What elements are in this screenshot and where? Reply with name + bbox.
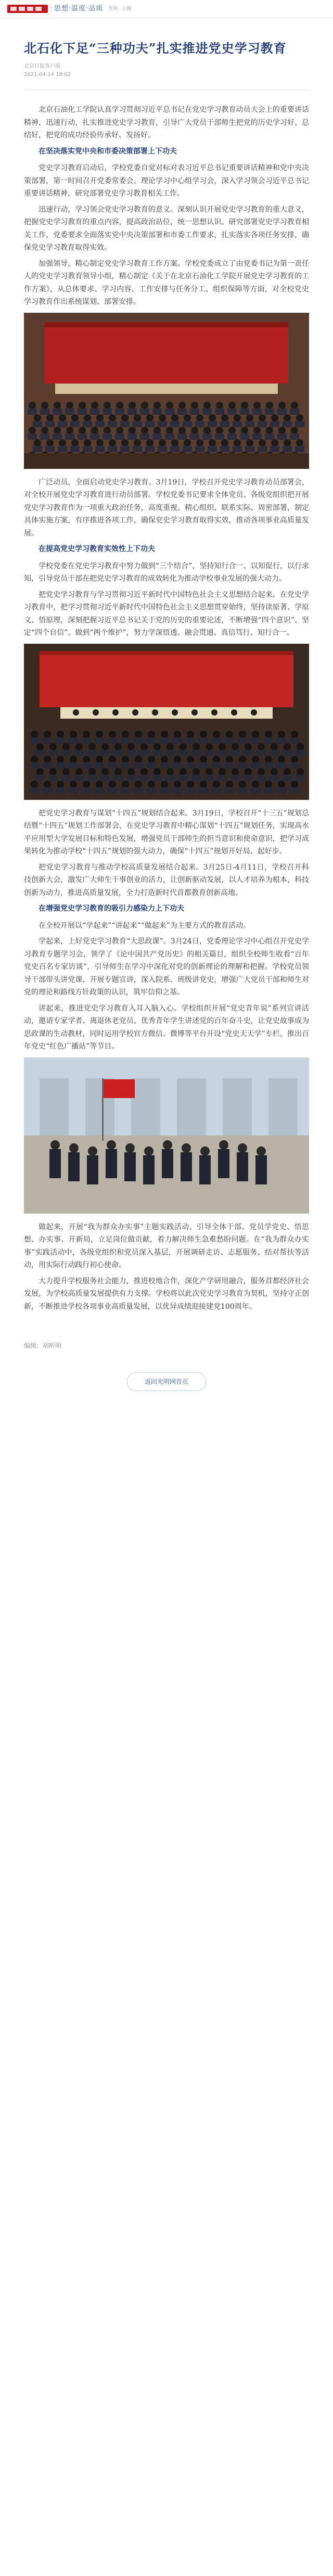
guangming-logo[interactable] [7, 4, 48, 14]
site-header [0, 0, 333, 18]
article-photo [24, 644, 309, 800]
editor-line [24, 1341, 309, 1350]
paragraph: 做起来，开展“我为群众办实事”主题实践活动。引导全体干部、党员学党史、悟思想、办实事、开新局，立足岗位做贡献，着力解决师生急难愁盼问题。在“我为群众办实事”实践活动中，各级党组织和党员深入基层，开展调研走访、志愿服务、结对帮扶等活动，用实际行动践行初心使命。 [24, 1222, 309, 1269]
article-source: 北京日报客户端 [24, 63, 60, 69]
article-title: 北石化下足“三种功夫”扎实推进党史学习教育 [24, 41, 287, 56]
paragraph: 广泛动员，全面启动党史学习教育。3月19日，学校召开党史学习教育动员部署会，对全校开展党史学习教育进行动员部署。学校党委书记要求全体党员、各级党组织把开展党史学习教育作为一项重大政治任务，高度重视、精心组织、联系实际、周密部署，制定具体实施方案，有序推进各项工作，确保党史学习教育取得实效，推动各项事业高质量发展。 [24, 478, 309, 538]
editor-label: 编辑： [24, 1342, 43, 1349]
section-heading: 在坚决落实党中央和市委决策部署上下功夫 [39, 147, 177, 156]
paragraph: 把党史学习教育与谋划“十四五”规划结合起来。3月19日，学校召开“十三五”规划总结暨“十四五”规划工作部署会，在党史学习教育中精心谋划“十四五”规划任务，实现高水平应用型大学发展目标和特色发展，增强党员干部师生的担当意识和使命意识，把学习成果转化为推动学校“十四五”规划的强大动力，确保“十四五”规划开好局、起好步。 [24, 809, 309, 856]
paragraph: 大力提升学校服务社会能力，推进校地合作，深化产学研用融合，服务首都经济社会发展，为学校高质量发展提供有力支撑。学校将以此次党史学习教育为契机，坚持守正创新，不断推进学校各项事业高质量发展，以优异成绩迎接建党100周年。 [24, 1277, 309, 1311]
article-date: 2021-04-14 18:02 [24, 72, 71, 78]
paragraph: 学校党委在党史学习教育中努力做到“三个结合”，坚持知行合一、以知促行，以行求知，引导党员干部在把党史学习教育的成效转化为推动学校事业发展的强大动力。 [24, 562, 309, 583]
paragraph: 党史学习教育启动后，学校党委自觉对标对表习近平总书记重要讲话精神和党中央决策部署，第一时间召开党委常委会、理论学习中心组学习会，深入学习领会习近平总书记重要讲话精神，研究部署党史学习教育相关工作。 [24, 164, 309, 198]
paragraph: 把党史学习教育与推动学校高质量发展结合起来。3月25日-4月11日，学校召开科技创新大会，激发广大师生干事创业的活力，让创新驱动发展，以人才培养为根本，科技创新为动力，推进高质量发展，全力打造新时代首都教育创新高地。 [24, 863, 309, 897]
article-photo [24, 1057, 309, 1214]
section-heading: 在提高党史学习教育实效性上下功夫 [39, 545, 155, 553]
article-body [24, 18, 309, 1391]
section-heading: 在增强党史学习教育的吸引力感染力上下功夫 [39, 904, 184, 913]
paragraph: 北京石油化工学院认真学习贯彻习近平总书记在党史学习教育动员大会上的重要讲话精神，迅速行动，扎实推进党史学习教育，引导广大党员干部师生把党的历史学习好、总结好，把党的成功经验传承好、发扬好。 [24, 106, 309, 139]
paragraph: 迅速行动，学习领会党史学习教育的意义。深刻认识开展党史学习教育的重大意义，把握党史学习教育的重点内容，提高政治站位，统一思想认识。研究部署党史学习教育相关工作，党委要求全面落实党中央决策部署和市委工作要求，扎实落实各项任务安排，确保党史学习教育取得实效。 [24, 205, 309, 252]
article-content [24, 104, 309, 1313]
header-divider [51, 5, 52, 12]
article-meta [24, 62, 309, 79]
paragraph: 在全校开展以“学起来”“讲起来”“做起来”为主要方式的教育活动。 [39, 921, 250, 930]
brand-tagline: 思想·温度·品质 [54, 5, 104, 12]
paragraph: 把党史学习教育与学习贯彻习近平新时代中国特色社会主义思想结合起来。在党史学习教育中，把学习贯彻习近平新时代中国特色社会主义思想贯穿始终，坚持读原著、学原文、悟原理，深刻把握习近平总书记关于党的历史的重要论述，不断增强“四个意识”、坚定“四个自信”、做到“两个维护”，努力学深悟透、融会贯通、真信笃行、知行合一。 [24, 590, 309, 637]
return-home-button[interactable]: 返回光明网首页 [127, 1372, 206, 1391]
brand-sub: 光明 · 云媒 [108, 6, 132, 11]
article-photo [24, 313, 309, 469]
paragraph: 讲起来，推进党史学习教育入耳入脑入心。学校组织开展“党史青年说”系列宣讲活动，邀请专家学者、离退休老党员、优秀青年学生讲述党的百年奋斗史，让党史故事成为思政课的生动教材，同时运用学校官方微信、微博等平台开设“党史天天学”专栏，推出百年党史“红色广播站”等节目。 [24, 1004, 309, 1051]
paragraph: 加强领导，精心制定党史学习教育工作方案。学校党委成立了由党委书记为第一责任人的党史学习教育领导小组，精心制定《关于在北京石油化工学院开展党史学习教育的工作方案》，从总体要求、学习内容、工作安排与任务分工、组织保障等方面，对全校党史学习教育作出系统谋划、部署安排。 [24, 259, 309, 306]
editor-name: 胡昕明 [43, 1342, 62, 1349]
paragraph: 学起来，上好党史学习教育“大思政课”。3月24日，党委理论学习中心组召开党史学习教育专题学习会，领学了《论中国共产党历史》的相关篇目，组织全校师生收看“百年党史百名专家访谈”，引导师生在学习中深化对党的创新理论的理解和把握。学校党员领导干部带头讲党课、开展专题宣讲，深入院系、班级讲党史，增强广大党员干部和师生对党的理论和路线方针政策的认识，筑牢信仰之基。 [24, 937, 309, 997]
